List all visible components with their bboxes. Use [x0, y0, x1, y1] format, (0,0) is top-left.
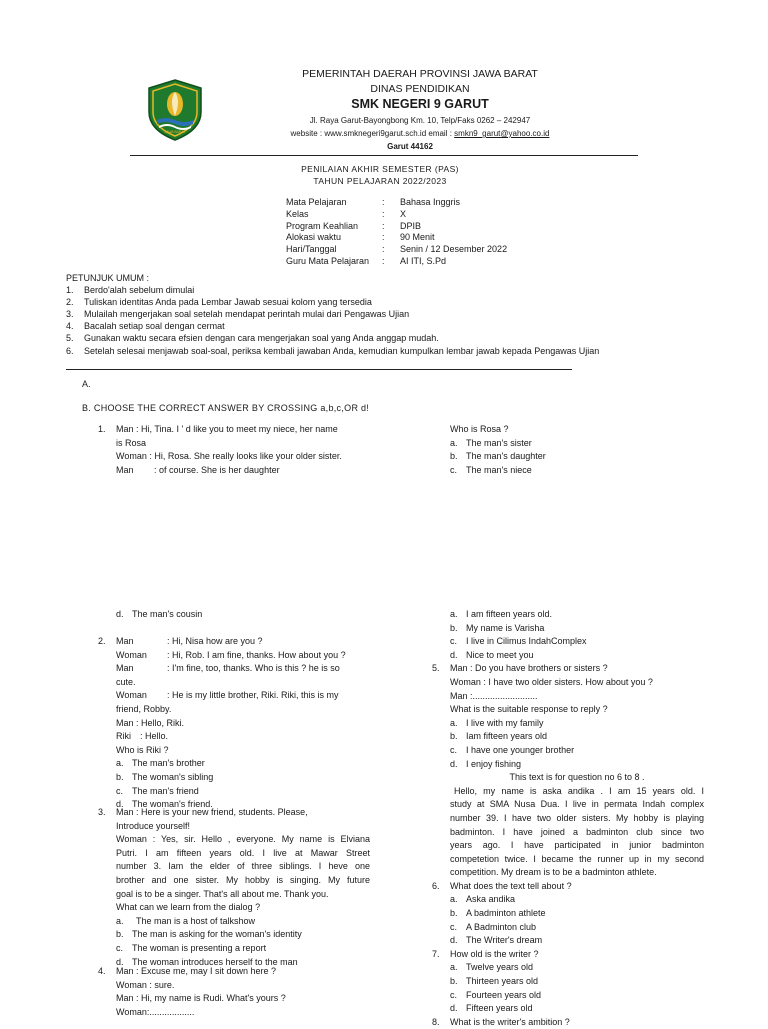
dialog-text: Man : Here is your new friend, students. Please, — [116, 807, 308, 817]
right-column-lower — [432, 608, 704, 1029]
option-b[interactable] — [432, 907, 704, 921]
jawa-barat-emblem-icon — [145, 78, 205, 142]
passage-line: Hello, my name is aska andika . I am 15 years old. I — [454, 785, 704, 796]
option-text: I live with my family — [466, 717, 544, 728]
dialog-line: goal is to be a singer. That's all about me. Thank you. — [116, 888, 329, 899]
option-text: The man's friend — [132, 785, 199, 796]
option-c[interactable] — [432, 921, 704, 935]
instructions-divider — [66, 369, 572, 370]
speaker: Man — [116, 636, 134, 646]
option-d[interactable] — [432, 649, 704, 663]
dialog-line: Woman:.................. — [116, 1006, 195, 1017]
exam-info-table — [286, 197, 507, 268]
option-letter: c. — [450, 464, 458, 475]
info-colon: : — [382, 255, 385, 266]
option-text: The Writer's dream — [466, 935, 543, 946]
passage-line: years ago. I have participated in junior badminton — [450, 840, 704, 851]
question-7 — [432, 948, 704, 962]
section-b-heading: B. CHOOSE THE CORRECT ANSWER BY CROSSING a,b,c,OR d! — [82, 403, 370, 413]
school-contact — [230, 127, 610, 141]
info-row — [286, 209, 507, 221]
info-label: Hari/Tanggal — [286, 244, 337, 255]
option-letter: a. — [450, 717, 458, 728]
info-colon: : — [382, 232, 385, 243]
instruction-item — [66, 296, 599, 308]
option-letter: c. — [116, 942, 124, 953]
option-text: I live in Cilimus IndahComplex — [466, 636, 587, 647]
option-text: The man is a host of talkshow — [136, 915, 256, 926]
info-row — [286, 256, 507, 268]
option-text: The woman introduces herself to the man — [132, 956, 298, 967]
dialog-line: number 3. Iam the elder of three siblings. I heve one — [116, 861, 370, 872]
info-label: Kelas — [286, 208, 309, 219]
dialog-line: is Rosa — [116, 437, 147, 448]
option-c[interactable] — [98, 785, 348, 799]
option-a[interactable] — [432, 961, 704, 975]
question-number: 6. — [432, 880, 440, 891]
instruction-number: 2. — [66, 297, 74, 308]
info-row — [286, 232, 507, 244]
option-text: The woman is presenting a report — [132, 942, 267, 953]
option-letter: d. — [116, 799, 124, 810]
option-letter: a. — [450, 894, 458, 905]
option-text: I enjoy fishing — [466, 758, 522, 769]
question-text: Who is Rosa ? — [450, 424, 509, 434]
option-c[interactable] — [432, 744, 704, 758]
instruction-item — [66, 284, 599, 296]
option-letter: d. — [450, 758, 458, 769]
option-text: I have one younger brother — [466, 744, 575, 755]
gov-title: PEMERINTAH DAERAH PROVINSI JAWA BARAT — [302, 68, 538, 80]
option-text: Thirteen years old — [466, 976, 539, 987]
info-colon: : — [382, 197, 385, 207]
option-letter: c. — [450, 989, 458, 1000]
dialog-line: Woman : sure. — [116, 979, 175, 990]
dialog-line: brother and one sister. My hobby is singing. My future — [116, 874, 370, 885]
option-letter: a. — [116, 758, 124, 769]
option-a[interactable] — [432, 608, 704, 622]
dialog-text: Man : Do you have brothers or sisters ? — [450, 663, 608, 674]
dialog-text: : Hi, Rob. I am fine, thanks. How about you ? — [167, 649, 346, 660]
dialog-line: friend, Robby. — [116, 703, 172, 714]
option-letter: d. — [450, 935, 458, 946]
option-text: The man's niece — [466, 464, 532, 475]
dialog-line — [98, 662, 348, 676]
option-letter: a. — [450, 437, 458, 448]
dialog-line: Woman : Hi, Rosa. She really looks like your older sister. — [116, 451, 342, 462]
dialog-text: Man : Hi, Tina. I ' d like you to meet my niece, her name — [116, 424, 338, 434]
option-letter: b. — [450, 976, 458, 987]
info-label: Mata Pelajaran — [286, 197, 347, 207]
svg-text:JAWA BARAT: JAWA BARAT — [164, 130, 186, 134]
info-value: Bahasa Inggris — [400, 197, 461, 207]
question-number: 4. — [98, 966, 106, 976]
dialog-text: : I'm fine, too, thanks. Who is this ? he is so — [167, 663, 340, 674]
question-text: What can we learn from the dialog ? — [116, 902, 261, 913]
instructions-block — [66, 272, 599, 357]
instruction-text: Gunakan waktu secara efsien dengan cara mengerjakan soal yang Anda anggap mudah. — [84, 333, 439, 344]
option-c[interactable] — [432, 989, 704, 1003]
info-row — [286, 244, 507, 256]
speaker: Woman — [116, 690, 147, 701]
instruction-item — [66, 308, 599, 320]
dialog-line — [98, 965, 370, 979]
dialog-line — [98, 806, 370, 820]
dialog-line: Putri. I am fifteen years old. I live at Mawar Street — [116, 847, 370, 858]
passage-line: number 39. I have two older sisters. My hobby is playing — [450, 812, 704, 823]
school-address: Jl. Raya Garut-Bayongbong Km. 10, Telp/Faks 0262 – 242947 — [309, 116, 531, 125]
option-d[interactable] — [432, 1002, 704, 1016]
dialog-text: : Hello. — [140, 731, 169, 742]
instruction-number: 6. — [66, 345, 74, 356]
dialog-line: Woman : I have two older sisters. How about you ? — [450, 676, 653, 687]
question-1-options — [450, 423, 546, 477]
passage-line: study at SMA Nusa Dua. I live in permata Indah complex — [450, 799, 704, 810]
speaker: Riki — [116, 731, 131, 742]
option-letter: c. — [450, 636, 458, 647]
option-text: A Badminton club — [466, 921, 537, 932]
option-text: The man is asking for the woman's identity — [132, 929, 302, 940]
option-b[interactable] — [432, 622, 704, 636]
question-1-option-d[interactable] — [116, 608, 202, 622]
question-number: 7. — [432, 948, 440, 959]
exam-year: TAHUN PELAJARAN 2022/2023 — [313, 176, 447, 186]
school-logo — [145, 78, 205, 142]
option-letter: b. — [450, 908, 458, 919]
question-text: What does the text tell about ? — [450, 880, 572, 891]
option-a[interactable] — [98, 915, 370, 929]
email-link[interactable]: smkn9_garut@yahoo.co.id — [454, 129, 550, 138]
dialog-line: Introduce yourself! — [116, 820, 191, 831]
option-letter: d. — [116, 956, 124, 967]
question-number: 2. — [98, 636, 106, 646]
option-text: The man's cousin — [132, 609, 203, 619]
website-text: website : www.smknegeri9garut.sch.id email : — [290, 129, 455, 138]
dialog-line — [432, 662, 704, 676]
school-name: SMK NEGERI 9 GARUT — [351, 97, 489, 111]
option-letter: c. — [450, 744, 458, 755]
passage-line: competetion twice. I became the runner up in my second — [450, 853, 704, 864]
option-text: Aska andika — [466, 894, 516, 905]
instruction-number: 4. — [66, 321, 74, 332]
option-text: The man's daughter — [466, 451, 546, 462]
dialog-line: Man :.......................... — [450, 690, 538, 701]
question-number: 1. — [98, 424, 106, 434]
passage-line: competition. My dream is to be a badminton athlete. — [450, 867, 657, 878]
option-text: The man's brother — [132, 758, 205, 769]
option-letter: c. — [116, 785, 124, 796]
option-a[interactable] — [450, 437, 546, 451]
option-b[interactable] — [450, 450, 546, 464]
option-letter: b. — [450, 451, 458, 462]
dialog-line — [98, 423, 378, 437]
option-letter: d. — [116, 609, 124, 619]
header-divider — [130, 155, 638, 156]
question-3 — [98, 806, 370, 969]
option-d[interactable] — [432, 934, 704, 948]
option-letter: b. — [450, 731, 458, 742]
dialog-text: Man : Excuse me, may I sit down here ? — [116, 966, 277, 976]
section-a-label: A. — [82, 379, 91, 389]
info-value: X — [400, 208, 407, 219]
postal-code: Garut 44162 — [387, 142, 433, 151]
info-row — [286, 197, 507, 209]
option-letter: a. — [450, 962, 458, 973]
info-value: Senin / 12 Desember 2022 — [400, 244, 508, 255]
option-letter: d. — [450, 649, 458, 660]
question-number: 3. — [98, 807, 106, 817]
question-text: How old is the writer ? — [450, 948, 539, 959]
info-value: 90 Menit — [400, 232, 435, 243]
reading-passage — [432, 785, 704, 880]
instruction-text: Tuliskan identitas Anda pada Lembar Jawab sesuai kolom yang tersedia — [84, 297, 372, 308]
info-colon: : — [382, 220, 385, 231]
option-text: Iam fifteen years old — [466, 731, 548, 742]
option-text: Fifteen years old — [466, 1003, 533, 1014]
option-text: My name is Varisha — [466, 622, 545, 633]
dialog-line — [98, 635, 348, 649]
question-number: 5. — [432, 663, 440, 674]
speaker: Man — [116, 663, 134, 674]
info-label: Guru Mata Pelajaran — [286, 255, 370, 266]
option-letter: b. — [450, 622, 458, 633]
option-d[interactable] — [432, 758, 704, 772]
option-c[interactable] — [432, 635, 704, 649]
dialog-line: Woman : Yes, sir. Hello , everyone. My name is Elviana — [116, 834, 370, 845]
info-value: DPIB — [400, 220, 422, 231]
dialog-line: cute. — [116, 676, 136, 687]
option-letter: a. — [116, 915, 124, 926]
dialog-line: Man : Hi, my name is Rudi. What's yours ? — [116, 993, 286, 1004]
option-a[interactable] — [432, 893, 704, 907]
info-label: Program Keahlian — [286, 220, 359, 231]
question-2 — [98, 635, 348, 812]
question-text: Who is Riki ? — [116, 744, 169, 755]
question-1-dialog — [98, 423, 378, 477]
option-b[interactable] — [432, 975, 704, 989]
dialog-text: : Hi, Nisa how are you ? — [167, 636, 263, 646]
option-letter: b. — [116, 929, 124, 940]
option-text: The woman's friend. — [132, 799, 213, 810]
question-6 — [432, 880, 704, 894]
option-c[interactable] — [450, 464, 546, 478]
option-text: A badminton athlete — [466, 908, 546, 919]
info-row — [286, 221, 507, 233]
question-text: What is the writer's ambition ? — [450, 1016, 570, 1027]
passage-line: badminton. I have joined a badminton club since two — [450, 826, 704, 837]
option-text: The woman's sibling — [132, 771, 214, 782]
option-c[interactable] — [98, 942, 370, 956]
option-text: Fourteen years old — [466, 989, 542, 1000]
speaker: Man — [116, 464, 134, 475]
option-letter: a. — [450, 609, 458, 619]
dialog-paragraph — [98, 833, 370, 901]
option-a[interactable] — [432, 717, 704, 731]
option-letter: d. — [450, 1003, 458, 1014]
dialog-line — [98, 730, 348, 744]
instruction-item — [66, 332, 599, 344]
info-value: AI ITI, S.Pd — [400, 255, 447, 266]
option-text: Twelve years old — [466, 962, 534, 973]
dialog-line — [98, 649, 348, 663]
speaker: Woman — [116, 649, 147, 660]
dialog-text: : of course. She is her daughter — [154, 464, 280, 475]
dialog-line — [98, 464, 378, 478]
dialog-text: : He is my little brother, Riki. Riki, this is my — [167, 690, 339, 701]
option-text: Nice to meet you — [466, 649, 534, 660]
info-label: Alokasi waktu — [286, 232, 342, 243]
dept-title: DINAS PENDIDIKAN — [370, 83, 470, 95]
option-letter: c. — [450, 921, 458, 932]
option-text: I am fifteen years old. — [466, 609, 553, 619]
question-4 — [98, 965, 370, 1019]
option-a[interactable] — [98, 757, 348, 771]
instruction-item — [66, 320, 599, 332]
instruction-number: 1. — [66, 285, 74, 296]
question-8 — [432, 1016, 704, 1029]
instruction-number: 5. — [66, 333, 74, 344]
dialog-line — [98, 689, 348, 703]
option-text: The man's sister — [466, 437, 532, 448]
dialog-line: Man : Hello, Riki. — [116, 717, 185, 728]
question-text: What is the suitable response to reply ? — [450, 704, 608, 715]
instruction-text: Berdo'alah sebelum dimulai — [84, 285, 195, 296]
instructions-title: PETUNJUK UMUM : — [66, 273, 149, 283]
option-letter: b. — [116, 771, 124, 782]
info-colon: : — [382, 208, 385, 219]
instruction-item — [66, 345, 599, 357]
info-colon: : — [382, 244, 385, 255]
option-b[interactable] — [432, 730, 704, 744]
option-b[interactable] — [98, 771, 348, 785]
passage-heading: This text is for question no 6 to 8 . — [509, 772, 645, 783]
instruction-text: Mulailah mengerjakan soal setelah mendapat perintah mulai dari Pengawas Ujian — [84, 309, 410, 320]
question-number: 8. — [432, 1016, 440, 1027]
instruction-number: 3. — [66, 309, 74, 320]
instruction-text: Bacalah setiap soal dengan cermat — [84, 321, 225, 332]
instruction-text: Setelah selesai menjawab soal-soal, periksa kembali jawaban Anda, kemudian kumpulkan lembar jawab kepada Pengawas Ujian — [84, 345, 600, 356]
exam-title: PENILAIAN AKHIR SEMESTER (PAS) — [301, 164, 459, 174]
option-b[interactable] — [98, 928, 370, 942]
